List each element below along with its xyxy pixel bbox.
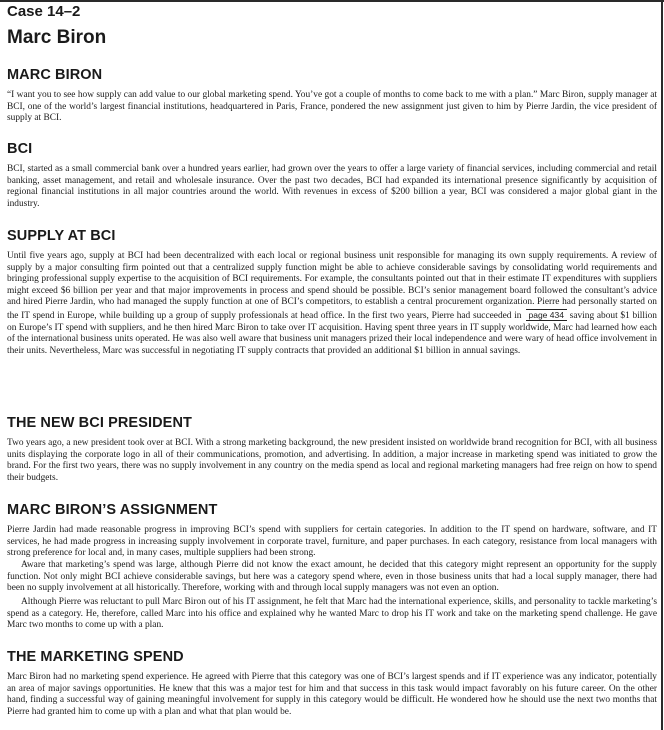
paragraph-assignment-1: Pierre Jardin had made reasonable progress in improving BCI’s spend with suppliers for certain categories. In addition to the IT spend on hardware, software, and IT services, he had made progress in increasing supply involvement in corporate travel, furniture, and paper purchases. In each category, resistance from local managers with strong preference for local and, in many cases, multiple suppliers had been strong. bbox=[7, 525, 657, 559]
heading-supply-at-bci: SUPPLY AT BCI bbox=[7, 228, 116, 244]
paragraph-marc-biron: “I want you to see how supply can add value to our global marketing spend. You’ve got a couple of months to come back to me with a plan.” Marc Biron, supply manager at BCI, one of the world’s largest financial institutions, headquartered in Paris, France, pondered the new assignment just given to him by Pierre Jardin, the vice president of supply at BCI. bbox=[7, 90, 657, 124]
heading-marc-biron: MARC BIRON bbox=[7, 67, 103, 83]
paragraph-new-president: Two years ago, a new president took over at BCI. With a strong marketing background, the new president insisted on worldwide brand recognition for BCI, with all business units displaying the corporate logo in all of their communications, promotion, and advertising. In addition, a major increase in marketing spend was initiated to grow the brand. For the first two years, there was no supply involvement in any country on the media spend as local and regional marketing managers had free reign on how to spend their budgets. bbox=[7, 438, 657, 483]
paragraph-supply-at-bci bbox=[7, 251, 657, 357]
case-title: Marc Biron bbox=[7, 27, 107, 48]
paragraph-bci: BCI, started as a small commercial bank over a hundred years earlier, had grown over the years to offer a large variety of financial services, including commercial and retail banking, asset management, and retail and wholesale insurance. Over the past two decades, BCI had expanded its international presence significantly by acquisition of regional financial institutions in all major countries around the world. With revenues in excess of $200 billion a year, BCI was considered a major global giant in the industry. bbox=[7, 164, 657, 209]
paragraph-assignment-2: Aware that marketing’s spend was large, although Pierre did not know the exact amount, he decided that this category might represent an opportunity for the supply function. Not only might BCI achieve considerable savings, but here was a category spend where, even in those business units that had a local supply manager, there had been no supply involvement at all historically. Therefore, working with and through local supply managers was not even an option. bbox=[7, 560, 657, 594]
heading-marketing-spend: THE MARKETING SPEND bbox=[7, 649, 184, 665]
case-label: Case 14–2 bbox=[7, 3, 81, 20]
paragraph-marketing-spend: Marc Biron had no marketing spend experience. He agreed with Pierre that this category was one of BCI’s largest spends and if IT experience was any indicator, potentially an area of major savings opportunities. He knew that this was a major test for him and that success in this task would impact favorably on his future career. On the other hand, finding a successful way of gaining meaningful involvement for supply in this category would be difficult. He wondered how he should use the next two months that Pierre had granted him to come up with a plan and what that plan would be. bbox=[7, 672, 657, 717]
right-rule bbox=[661, 0, 663, 730]
heading-new-president: THE NEW BCI PRESIDENT bbox=[7, 415, 192, 431]
supply-text-part-1: Until five years ago, supply at BCI had been decentralized with each local or regional business unit responsible for managing its own supply requirements. A review of supply by a major consulting firm pointed out that a centralized supply function might be able to achieve considerable savings by consolidating world requirements and bringing professional supply expertise to the acquisition of BCI requirements. For example, the consultants pointed out that in their estimate IT expenditures with suppliers might exceed $6 billion per year and that major improvements in process and spend should be possible. BCI’s senior management board followed the consultant’s advice and hired Pierre Jardin, who had managed the supply function at one of BCI’s competitors, to establish a central procurement organization. Pierre had personally started on the IT spend in Europe, while building up a group of supply professionals at head office. In the first two years, Pierre had succeeded in bbox=[7, 251, 657, 321]
heading-assignment: MARC BIRON’S ASSIGNMENT bbox=[7, 502, 218, 518]
heading-bci: BCI bbox=[7, 141, 33, 157]
top-rule bbox=[0, 0, 664, 2]
supply-text-part-2: saving about $1 billion on Europe’s IT spend with suppliers, and he then hired Marc Biron to take over IT acquisition. Having spent three years in IT supply worldwide, Marc had learned how each of the international business units operated. He was also well aware that business unit managers prized their local independence and were wary of head office involvement in their units. Nevertheless, Marc was successful in negotiating IT supply contracts that provided an additional $1 billion in annual savings. bbox=[7, 310, 657, 356]
page-reference: page 434 bbox=[526, 309, 567, 321]
paragraph-assignment-3: Although Pierre was reluctant to pull Marc Biron out of his IT assignment, he felt that Marc had the international experience, skills, and personality to tackle marketing’s spend as a category. He, therefore, called Marc into his office and explained why he wanted Marc to drop his IT work and take on the marketing spend challenge. He gave Marc two months to come up with a plan. bbox=[7, 597, 657, 631]
